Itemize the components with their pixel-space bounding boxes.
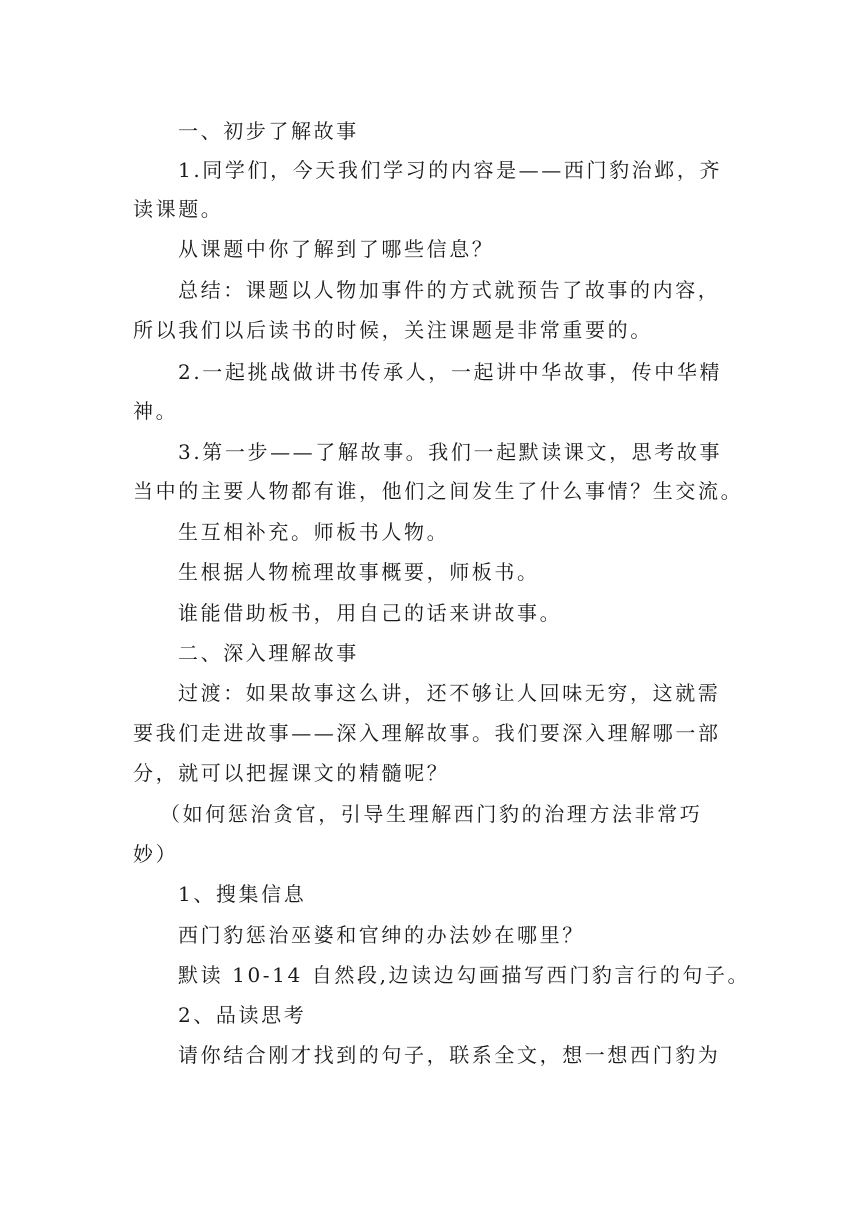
paragraph-line: 分，就可以把握课文的精髓呢？ (133, 761, 450, 785)
section-heading-2: 二、深入理解故事 (178, 641, 359, 665)
paragraph-line: 生互相补充。师板书人物。 (178, 520, 450, 544)
subheading-2: 2、品读思考 (178, 1003, 307, 1027)
paragraph-line: 神。 (133, 399, 179, 423)
paragraph-line: 谁能借助板书，用自己的话来讲故事。 (178, 601, 563, 625)
paragraph-line: 1.同学们，今天我们学习的内容是——西门豹治邺，齐 (178, 158, 723, 182)
paragraph-line: 当中的主要人物都有谁，他们之间发生了什么事情？生交流。 (133, 479, 744, 503)
paragraph-line: 读课题。 (133, 197, 224, 221)
paragraph-line: 总结：课题以人物加事件的方式就预告了故事的内容， (178, 278, 721, 302)
paragraph-line: 要我们走进故事——深入理解故事。我们要深入理解哪一部 (133, 721, 721, 745)
subheading-1: 1、搜集信息 (178, 882, 307, 906)
paragraph-line: 过渡：如果故事这么讲，还不够让人回味无穷，这就需 (178, 681, 721, 705)
paragraph-line: 西门豹惩治巫婆和官绅的办法妙在哪里？ (178, 923, 585, 947)
paragraph-line: 3.第一步——了解故事。我们一起默读课文，思考故事 (178, 440, 723, 464)
paragraph-line: 所以我们以后读书的时候，关注课题是非常重要的。 (133, 318, 653, 342)
paragraph-line: 2.一起挑战做讲书传承人，一起讲中华故事，传中华精 (178, 360, 723, 384)
paragraph-line: 请你结合刚才找到的句子，联系全文，想一想西门豹为 (178, 1043, 721, 1067)
paragraph-line: 默读 10-14 自然段,边读边勾画描写西门豹言行的句子。 (178, 963, 751, 987)
section-heading-1: 一、初步了解故事 (178, 119, 359, 143)
paragraph-line: 从课题中你了解到了哪些信息？ (178, 237, 495, 261)
paragraph-line: 妙） (133, 842, 179, 866)
paragraph-line: 生根据人物梳理故事概要，师板书。 (178, 560, 540, 584)
paragraph-line: （如何惩治贪官，引导生理解西门豹的治理方法非常巧 (160, 802, 703, 826)
